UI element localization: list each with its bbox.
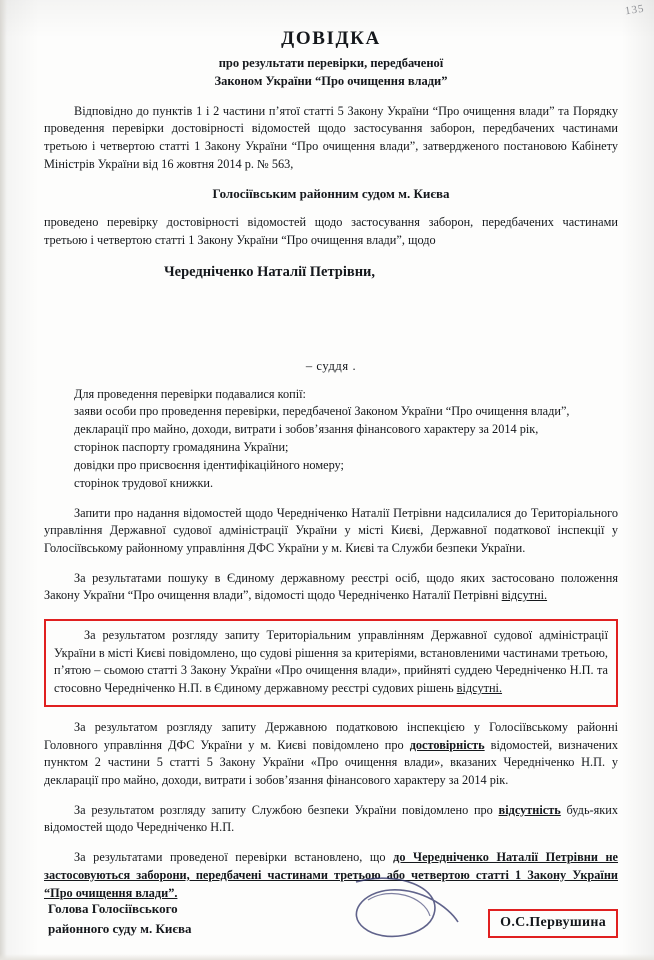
sbu-paragraph-emphasis: відсутність	[498, 802, 561, 817]
signer-title-line1: Голова Голосіївського	[48, 901, 178, 916]
document-subtitle-line1: про результати перевірки, передбаченої	[218, 56, 444, 70]
scan-edge-left	[0, 0, 7, 960]
conclusion-text: За результатами проведеної перевірки встановлено, що	[74, 850, 394, 865]
document-body	[44, 20, 618, 902]
document-subtitle	[44, 55, 618, 91]
document-footer	[48, 899, 618, 938]
requests-paragraph: Запити про надання відомостей щодо Чередніченко Наталії Петрівни надсилалися до Територіального управління Державної судової адміністрації України у місті Києві, Державної податкової інспекції у Голосіївському районному управління ДФС України у м. Києві та Служби безпеки України.	[44, 505, 618, 555]
conclusion-paragraph	[44, 849, 618, 902]
check-statement-paragraph: проведено перевірку достовірності відомостей щодо застосування заборон, передбачених частинами третьою і четвертою статті 1 Закону України “Про очищення влади”, щодо	[44, 215, 618, 248]
corner-page-mark: 135	[623, 2, 645, 18]
conclusion-emphasis: до Чередніченко Наталії Петрівни не застосовуються заборони, передбачені частинами третьою або четвертою статті 1 Закону України “Про очищення влади”.	[44, 850, 619, 900]
signer-name-box: О.С.Первушина	[488, 909, 618, 938]
signer-title	[48, 899, 192, 938]
sbu-paragraph-text-1: За результатом розгляду запиту Службою безпеки України повідомлено про	[74, 802, 499, 817]
document-title: ДОВІДКА	[281, 28, 381, 49]
tax-paragraph-text-2: відомостей, визначених пунктом 2 частини 5 статті 5 Закону України «Про очищення влади», вказаних Чередніченко Н.П. у декларації про майно, доходи, витрати і зобов’язання фінансового характеру за 2014 рік.	[44, 737, 618, 787]
tax-paragraph	[44, 719, 618, 790]
highlighted-paragraph	[54, 627, 608, 698]
highlighted-paragraph-emphasis: відсутні.	[456, 681, 503, 696]
intro-paragraph: Відповідно до пунктів 1 і 2 частини п’ятої статті 5 Закону України “Про очищення влади” та Порядку проведення перевірки достовірності відомостей щодо застосування заборон, передбачених частинами третьою і четвертою статті 1 Закону України “Про очищення влади”, затвердженого постановою Кабінету Міністрів України від 16 жовтня 2014 р. № 563,	[44, 103, 618, 171]
copies-item: декларації про майно, доходи, витрати і зобов’язання фінансового характеру за 2014 рік,	[74, 422, 539, 437]
highlighted-paragraph-box	[44, 619, 618, 707]
sbu-paragraph-text-2: будь-яких відомостей щодо Чередніченко Н.П.	[44, 802, 619, 835]
tax-paragraph-emphasis: достовірність	[409, 737, 485, 752]
subject-person-name: Чередніченко Наталії Петрівни,	[164, 263, 376, 280]
scan-edge-bottom	[0, 954, 654, 960]
court-name: Голосіївським районним судом м. Києва	[212, 186, 450, 202]
sbu-paragraph	[44, 802, 618, 837]
registry-paragraph-emphasis: відсутні.	[501, 588, 548, 603]
copies-intro-paragraph: Для проведення перевірки подавалися копії:	[74, 386, 306, 401]
subject-person-role: – суддя .	[305, 358, 357, 373]
registry-paragraph	[44, 570, 618, 605]
tax-paragraph-text-1: За результатом розгляду запиту Державною податковою інспекцією у Голосіївському районні Головного управління ДФС України у м. Києві повідомлено про	[44, 719, 618, 752]
document-subtitle-line2: Законом України “Про очищення влади”	[214, 73, 448, 88]
copies-item: довідки про присвоєння ідентифікаційного номеру;	[74, 457, 344, 472]
registry-paragraph-text: За результатами пошуку в Єдиному державному реєстрі осіб, щодо яких застосовано положення Закону України “Про очищення влади”, відомості щодо Чередніченко Наталії Петрівні	[44, 570, 618, 603]
copies-item: сторінок паспорту громадянина України;	[74, 440, 289, 455]
copies-item: сторінок трудової книжки.	[74, 475, 214, 490]
highlighted-paragraph-text: За результатом розгляду запиту Територіальним управлінням Державної судової адміністрації України в місті Києві повідомлено, що судові рішення за критеріями, встановленими частинами третьою, п’ятою – сьомою статті 3 Закону України «Про очищення влади», прийняті суддею Чередніченко Н.П. та стосовно Чередніченко Н.П. в Єдиному державному реєстрі судових рішень	[54, 628, 608, 696]
signer-title-line2: районного суду м. Києва	[48, 920, 192, 936]
copies-item: заяви особи про проведення перевірки, передбаченої Законом України “Про очищення влади”,	[74, 404, 570, 419]
